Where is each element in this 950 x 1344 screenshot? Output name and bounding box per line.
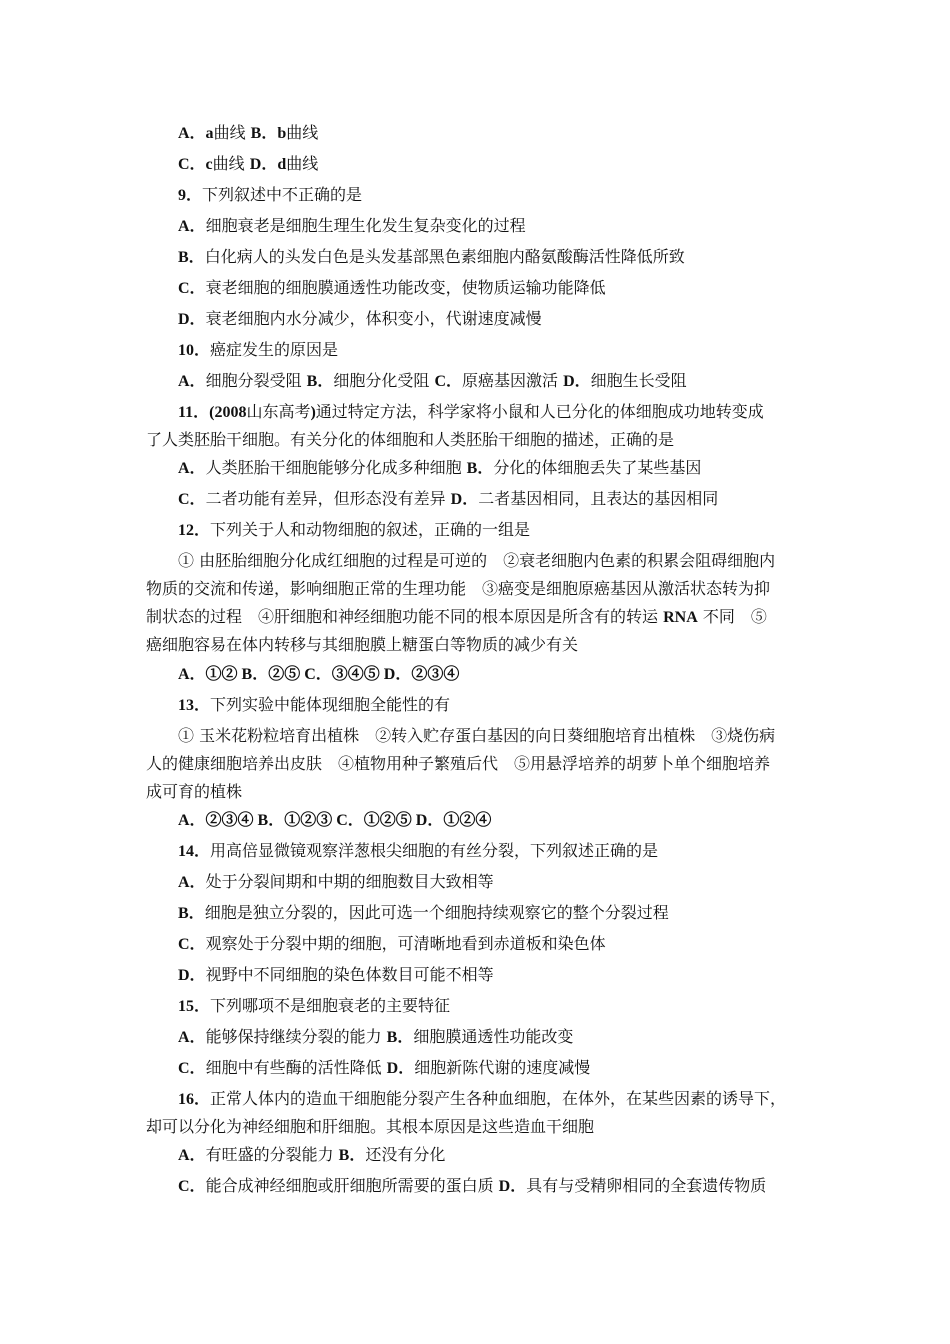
- text-run: 有旺盛的分裂能力: [205, 1145, 339, 1164]
- text-line: [146, 753, 818, 775]
- text-run: 曲线: [212, 154, 250, 173]
- option-letter: A．: [178, 373, 206, 390]
- text-run: 成可育的植株: [146, 782, 243, 801]
- text-run: 二者基因相同，且表达的基因相同: [478, 489, 719, 508]
- text-run: 下列叙述中不正确的是: [202, 185, 363, 204]
- option-letter: D．: [178, 311, 206, 328]
- answer-options-row: [178, 370, 818, 393]
- text-run: 原癌基因激活: [462, 371, 564, 390]
- text-run: 曲线: [213, 123, 251, 142]
- text-line: [178, 725, 818, 747]
- text-run: 细胞膜通透性功能改变: [413, 1027, 574, 1046]
- question-number: 13．: [178, 697, 211, 714]
- bold-run: D．d: [249, 156, 287, 173]
- question-number: 10．: [178, 342, 211, 359]
- text-line: [146, 781, 818, 803]
- question-number: 15．: [178, 998, 211, 1015]
- question-stem: [178, 995, 818, 1018]
- answer-option: [178, 871, 818, 894]
- option-letter: A．: [178, 460, 206, 477]
- question-stem: [178, 1088, 818, 1111]
- text-run: 衰老细胞内水分减少，体积变小，代谢速度减慢: [205, 309, 542, 328]
- text-run: 制状态的过程 ④肝细胞和神经细胞功能不同的根本原因是所含有的转运: [146, 607, 664, 626]
- bold-run: ): [310, 404, 316, 421]
- option-letter: C．: [434, 373, 462, 390]
- answer-options-row: [178, 809, 818, 832]
- text-line: [178, 153, 818, 176]
- option-letter: A．: [178, 874, 206, 891]
- text-line: [146, 578, 818, 600]
- source-note: 山东高考: [246, 402, 311, 421]
- text-run: 细胞是独立分裂的，因此可选一个细胞持续观察它的整个分裂过程: [204, 903, 669, 922]
- bold-run: A．a: [178, 125, 214, 142]
- question-stem: [178, 339, 818, 362]
- answer-options-row: [178, 457, 818, 480]
- text-run: 观察处于分裂中期的细胞，可清晰地看到赤道板和染色体: [205, 934, 606, 953]
- text-line: [146, 634, 818, 656]
- answer-option: [178, 277, 818, 300]
- option-letter: B．: [178, 249, 205, 266]
- question-stem: [178, 840, 818, 863]
- text-run: 分化的体细胞丢失了某些基因: [493, 458, 702, 477]
- text-line: [146, 429, 818, 451]
- text-run: ① 由胚胎细胞分化成红细胞的过程是可逆的 ②衰老细胞内色素的积累会阻碍细胞内: [178, 551, 776, 570]
- option-letter: A．: [178, 1147, 206, 1164]
- bold-run: RNA: [663, 609, 698, 626]
- text-run: 癌症发生的原因是: [210, 340, 339, 359]
- bold-run: B．b: [250, 125, 287, 142]
- text-run: 细胞衰老是细胞生理生化发生复杂变化的过程: [205, 216, 526, 235]
- text-run: 下列哪项不是细胞衰老的主要特征: [210, 996, 451, 1015]
- question-number: 12．: [178, 522, 211, 539]
- option-letter: C．: [178, 936, 206, 953]
- answer-options-row: [178, 1175, 818, 1198]
- text-run: 能合成神经细胞或肝细胞所需要的蛋白质: [205, 1176, 499, 1195]
- text-run: 人类胚胎干细胞能够分化成多种细胞: [205, 458, 467, 477]
- answer-options-row: [178, 488, 818, 511]
- text-run: 细胞分裂受阻: [205, 371, 307, 390]
- answer-option: [178, 308, 818, 331]
- text-run: 曲线: [286, 154, 319, 173]
- option-letter: D．: [178, 967, 206, 984]
- question-stem: [178, 519, 818, 542]
- question-stem: [178, 694, 818, 717]
- text-run: ① 玉米花粉粒培育出植株 ②转入贮存蛋白基因的向日葵细胞培育出植株 ③烧伤病: [178, 726, 776, 745]
- text-run: 处于分裂间期和中期的细胞数目大致相等: [205, 872, 494, 891]
- answer-option: [178, 902, 818, 925]
- answer-option: [178, 246, 818, 269]
- question-number: 16．: [178, 1091, 211, 1108]
- answer-options: A．②③④ B．①②③ C．①②⑤ D．①②④: [178, 812, 492, 829]
- option-letter: C．: [178, 1060, 206, 1077]
- text-run: 还没有分化: [365, 1145, 446, 1164]
- answer-option: [178, 933, 818, 956]
- text-run: 用高倍显微镜观察洋葱根尖细胞的有丝分裂，下列叙述正确的是: [210, 841, 659, 860]
- option-letter: B．: [178, 905, 205, 922]
- question-number: 11．(2008: [178, 404, 247, 421]
- answer-option: [178, 964, 818, 987]
- text-run: 却可以分化为神经细胞和肝细胞。其根本原因是这些造血干细胞: [146, 1117, 595, 1136]
- text-run: 视野中不同细胞的染色体数目可能不相等: [205, 965, 494, 984]
- text-run: 白化病人的头发白色是头发基部黑色素细胞内酪氨酸酶活性降低所致: [204, 247, 685, 266]
- text-line: [146, 606, 818, 629]
- text-run: 二者功能有差异，但形态没有差异: [205, 489, 451, 508]
- answer-options-row: [178, 663, 818, 686]
- text-run: 衰老细胞的细胞膜通透性功能改变，使物质运输功能降低: [205, 278, 606, 297]
- option-letter: A．: [178, 218, 206, 235]
- option-letter: D．: [386, 1060, 415, 1077]
- text-run: 细胞新陈代谢的速度减慢: [414, 1058, 591, 1077]
- option-letter: B．: [306, 373, 334, 390]
- bold-run: C．c: [178, 156, 213, 173]
- text-line: [146, 1116, 818, 1138]
- option-letter: C．: [178, 491, 206, 508]
- answer-options-row: [178, 1057, 818, 1080]
- text-run: 具有与受精卵相同的全套遗传物质: [526, 1176, 767, 1195]
- option-letter: B．: [386, 1029, 414, 1046]
- option-letter: B．: [338, 1147, 366, 1164]
- text-run: 癌细胞容易在体内转移与其细胞膜上糖蛋白等物质的减少有关: [146, 635, 579, 654]
- text-run: 细胞生长受阻: [590, 371, 687, 390]
- text-run: 物质的交流和传递，影响细胞正常的生理功能 ③癌变是细胞原癌基因从激活状态转为抑: [146, 579, 771, 598]
- text-run: 通过特定方法，科学家将小鼠和人已分化的体细胞成功地转变成: [315, 402, 764, 421]
- text-run: 不同 ⑤: [697, 607, 767, 626]
- text-run: 能够保持继续分裂的能力: [205, 1027, 387, 1046]
- question-number: 9．: [178, 187, 203, 204]
- text-run: 曲线: [286, 123, 319, 142]
- question-stem: [178, 184, 818, 207]
- text-run: 细胞中有些酶的活性降低: [205, 1058, 387, 1077]
- option-letter: C．: [178, 1178, 206, 1195]
- option-letter: B．: [466, 460, 494, 477]
- answer-options: A．①② B．②⑤ C．③④⑤ D．②③④: [178, 666, 460, 683]
- option-letter: C．: [178, 280, 206, 297]
- text-run: 下列实验中能体现细胞全能性的有: [210, 695, 451, 714]
- question-number: 14．: [178, 843, 211, 860]
- option-letter: D．: [450, 491, 479, 508]
- text-run: 细胞分化受阻: [333, 371, 435, 390]
- text-run: 人的健康细胞培养出皮肤 ④植物用种子繁殖后代 ⑤用悬浮培养的胡萝卜单个细胞培养: [146, 754, 771, 773]
- text-run: 了人类胚胎干细胞。有关分化的体细胞和人类胚胎干细胞的描述，正确的是: [146, 430, 675, 449]
- question-stem: [178, 401, 818, 424]
- text-line: [178, 550, 818, 572]
- option-letter: A．: [178, 1029, 206, 1046]
- text-run: 正常人体内的造血干细胞能分裂产生各种血细胞，在体外，在某些因素的诱导下，: [210, 1089, 787, 1108]
- option-letter: D．: [498, 1178, 527, 1195]
- option-letter: D．: [563, 373, 591, 390]
- text-line: [178, 122, 818, 145]
- answer-options-row: [178, 1144, 818, 1167]
- answer-option: [178, 215, 818, 238]
- text-run: 下列关于人和动物细胞的叙述，正确的一组是: [210, 520, 531, 539]
- answer-options-row: [178, 1026, 818, 1049]
